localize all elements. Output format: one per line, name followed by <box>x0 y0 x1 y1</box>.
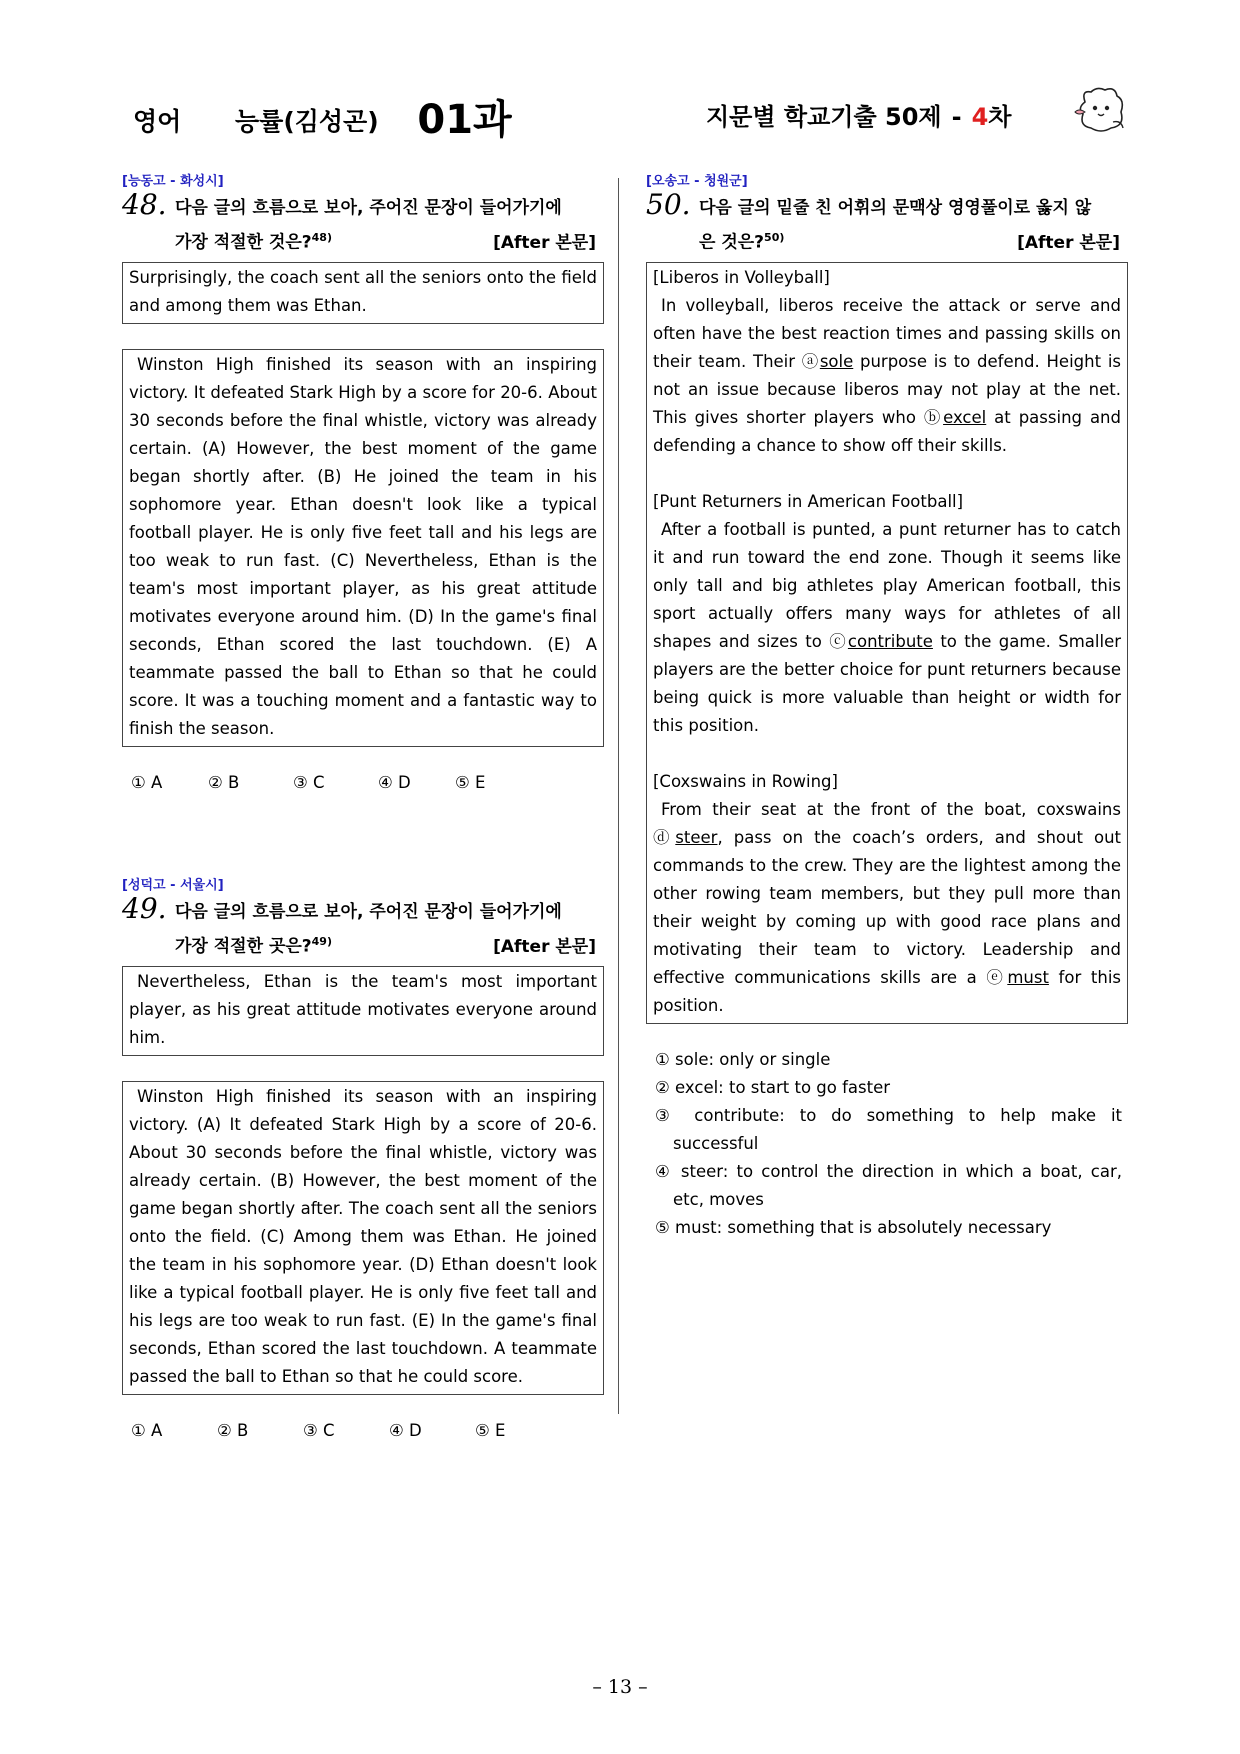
question-48 <box>122 172 604 797</box>
prompt-line-1: 다음 글의 밑줄 친 어휘의 문맥상 영영풀이로 옳지 않 <box>699 198 1092 218</box>
section-text-coxswains: From their seat at the front of the boat, coxswains ⓓsteer, pass on the coach’s orders, and shout out commands to the crew. They are the lightest among the other rowing team members, but they pull more than their weight by coming up with good race plans and motivating their team to victory. Leadership and effective communications skills are a ⓔmust for this position. <box>653 799 1121 1015</box>
option-2[interactable]: ② excel: to start to go faster <box>655 1077 891 1097</box>
given-sentence: Nevertheless, Ethan is the team's most important player, as his great attitude motivates everyone around him. <box>129 971 597 1047</box>
choice-2[interactable]: ② B <box>208 772 240 792</box>
marker-c: ⓒ <box>829 631 848 651</box>
given-sentence: Surprisingly, the coach sent all the seniors onto the field and among them was Ethan. <box>129 267 597 315</box>
underlined-word-excel: excel <box>943 407 987 427</box>
question-source: [능동고 - 화성시] <box>122 174 224 189</box>
header-title <box>133 88 512 145</box>
choice-2[interactable]: ② B <box>217 1420 249 1440</box>
prompt-line-1: 다음 글의 흐름으로 보아, 주어진 문장이 들어가기에 <box>175 902 562 922</box>
passage-box <box>122 349 604 747</box>
choice-5[interactable]: ⑤ E <box>475 1420 506 1440</box>
round-number: 4 <box>971 103 989 131</box>
subject-label: 영어 <box>133 107 182 136</box>
option-3[interactable]: ③ contribute: to do something to help make it successful <box>655 1105 1122 1153</box>
given-sentence-box <box>122 966 604 1056</box>
underlined-word-steer: steer <box>675 827 718 847</box>
section-title-coxswains: [Coxswains in Rowing] <box>653 771 838 791</box>
underlined-word-sole: sole <box>819 351 854 371</box>
question-tag: [After 본문] <box>1017 232 1120 253</box>
section-text-liberos: In volleyball, liberos receive the attack or serve and often have the best reaction times and passing skills on their team. Their ⓐsole purpose is to defend. Height is not an issue because liberos may not play at the net. This gives shorter players who ⓑexcel at passing and defending a chance to show off their skills. <box>653 295 1121 455</box>
marker-d: ⓓ <box>653 827 676 847</box>
section-text-punt: After a football is punted, a punt returner has to catch it and run toward the end zone. Though it seems like only tall and big athletes play American football, this sport actually offers many ways for athletes of all shapes and sizes to ⓒcontribute to the game. Smaller players are the better choice for punt returners because being quick is more valuable than height or width for this position. <box>653 519 1122 735</box>
question-number: 48. <box>122 188 167 221</box>
footnote-marker: 49) <box>311 935 332 948</box>
prompt-line-2: 은 것은? <box>699 232 765 253</box>
footnote-marker: 50) <box>764 231 785 244</box>
passage-text: Winston High finished its season with an inspiring victory. It defeated Stark High by a score for 20-6. About 30 seconds before the final whistle, victory was already certain. (A) However, the best moment of the game began shortly after. (B) He joined the team in his sophomore year. Ethan doesn't look like a typical football player. He is only five feet tall and his legs are too weak to run fast. (C) Nevertheless, Ethan is the team's most important player, as his great attitude motivates everyone around him. (D) In the game's final seconds, Ethan scored the last touchdown. (E) A teammate passed the ball to Ethan so that he could score. It was a touching moment and a fantastic way to finish the season. <box>129 354 597 738</box>
question-tag: [After 본문] <box>493 232 596 253</box>
textbook-label: 능률(김성곤) <box>235 107 379 136</box>
series-title <box>706 97 1011 132</box>
question-prompt <box>122 892 604 962</box>
answer-choices <box>122 769 604 797</box>
marker-a: ⓐ <box>801 351 820 371</box>
question-prompt <box>122 188 604 258</box>
option-5[interactable]: ⑤ must: something that is absolutely necessary <box>655 1217 1052 1237</box>
given-sentence-box <box>122 262 604 324</box>
choice-4[interactable]: ④ D <box>389 1420 422 1440</box>
question-source: [성덕고 - 서울시] <box>122 878 224 893</box>
option-4[interactable]: ④ steer: to control the direction in which a boat, car, etc, moves <box>655 1161 1122 1209</box>
question-number: 49. <box>122 892 167 925</box>
choice-3[interactable]: ③ C <box>303 1420 335 1440</box>
bear-mascot-icon <box>1073 82 1129 136</box>
choice-4[interactable]: ④ D <box>378 772 411 792</box>
question-source: [오송고 - 청원군] <box>646 174 748 189</box>
page-number: – 13 – <box>592 1676 648 1698</box>
choice-3[interactable]: ③ C <box>293 772 325 792</box>
round-suffix: 차 <box>988 103 1012 131</box>
choice-5[interactable]: ⑤ E <box>455 772 486 792</box>
question-prompt <box>646 188 1128 258</box>
section-title-punt: [Punt Returners in American Football] <box>653 491 964 511</box>
footnote-marker: 48) <box>311 231 332 244</box>
prompt-line-1: 다음 글의 흐름으로 보아, 주어진 문장이 들어가기에 <box>175 198 562 218</box>
prompt-line-2: 가장 적절한 곳은? <box>175 936 312 957</box>
question-tag: [After 본문] <box>493 936 596 957</box>
column-divider <box>618 178 619 1414</box>
underlined-word-must: must <box>1007 967 1049 987</box>
marker-b: ⓑ <box>923 407 944 427</box>
question-50 <box>646 172 1128 1242</box>
prompt-line-2: 가장 적절한 것은? <box>175 232 312 253</box>
underlined-word-contribute: contribute <box>847 631 933 651</box>
option-1[interactable]: ① sole: only or single <box>655 1049 831 1069</box>
answer-options <box>646 1046 1128 1242</box>
answer-choices <box>122 1417 604 1445</box>
marker-e: ⓔ <box>986 967 1008 987</box>
passage-box <box>646 262 1128 1024</box>
passage-text: Winston High finished its season with an inspiring victory. (A) It defeated Stark High by a score of 20-6. About 30 seconds before the final whistle, victory was already certain. (B) However, the best moment of the game began shortly after. The coach sent all the seniors onto the field. (C) Among them was Ethan. He joined the team in his sophomore year. (D) Ethan doesn't look like a typical football player. He is only five feet tall and his legs are too weak to run fast. (E) In the game's final seconds, Ethan scored the last touchdown. A teammate passed the ball to Ethan so that he could score. <box>129 1086 597 1386</box>
question-number: 50. <box>646 188 691 221</box>
series-dash: - <box>951 103 962 131</box>
question-49 <box>122 876 604 1445</box>
passage-box <box>122 1081 604 1395</box>
section-title-liberos: [Liberos in Volleyball] <box>653 267 830 287</box>
choice-1[interactable]: ① A <box>131 1420 163 1440</box>
lesson-label: 01과 <box>417 97 512 143</box>
choice-1[interactable]: ① A <box>131 772 163 792</box>
series-label: 지문별 학교기출 50제 <box>706 103 942 131</box>
